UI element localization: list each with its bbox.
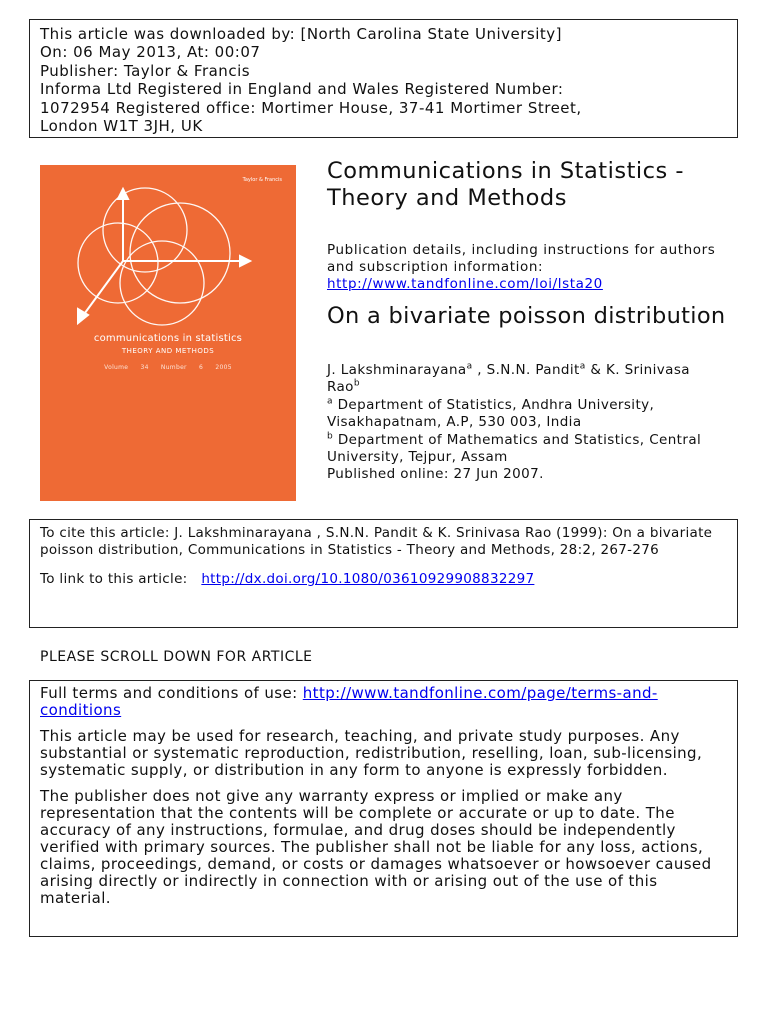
author-name: J. Lakshminarayana <box>327 362 467 378</box>
registered-office-line: 1072954 Registered office: Mortimer House, 37-41 Mortimer Street, <box>40 98 582 117</box>
journal-link[interactable]: http://www.tandfonline.com/loi/lsta20 <box>327 276 603 292</box>
author-name: & K. Srinivasa Rao <box>327 362 690 396</box>
author-affil-marker: a <box>466 361 473 372</box>
publication-details-text: Publication details, including instructions for authors and subscription information: <box>327 242 716 275</box>
author-affil-marker: b <box>353 378 360 389</box>
scroll-down-notice: PLEASE SCROLL DOWN FOR ARTICLE <box>40 649 313 665</box>
article-link-line <box>40 571 727 588</box>
terms-link-line <box>40 685 727 719</box>
terms-link[interactable]: http://www.tandfonline.com/page/terms-and-conditions <box>40 684 658 719</box>
author-name: , S.N.N. Pandit <box>472 362 580 378</box>
cover-subtitle: THEORY AND METHODS <box>121 347 215 355</box>
terms-box <box>29 680 738 937</box>
publication-details <box>327 242 727 293</box>
author-block <box>327 362 727 484</box>
registration-line: Informa Ltd Registered in England and Wales Registered Number: <box>40 80 564 99</box>
affiliation-b: Department of Mathematics and Statistics, Central University, Tejpur, Assam <box>327 431 702 466</box>
journal-cover-image[interactable] <box>40 165 296 501</box>
terms-label: Full terms and conditions of use: <box>40 684 298 702</box>
author-affil-marker: a <box>579 361 586 372</box>
cover-title: communications in statistics <box>93 333 243 344</box>
cover-publisher-logo: Taylor & Francis <box>242 177 282 183</box>
citation-box <box>29 519 738 628</box>
terms-paragraph-usage: This article may be used for research, teaching, and private study purposes. Any substantial or systematic reproduction, redistribution, reselling, loan, sub-licensing, systematic supply, or distribution in any form to anyone is expressly forbidden. <box>40 727 703 779</box>
affiliation-marker: a <box>327 396 333 407</box>
doi-link[interactable]: http://dx.doi.org/10.1080/03610929908832297 <box>201 571 535 587</box>
article-title: On a bivariate poisson distribution <box>327 303 726 329</box>
citation-text: To cite this article: J. Lakshminarayana , S.N.N. Pandit & K. Srinivasa Rao (1999): On a bivariate poisson distribution, Communications in Statistics - Theory and Methods, 28:2, 267-276 <box>40 525 713 558</box>
download-date-line: On: 06 May 2013, At: 00:07 <box>40 43 261 62</box>
article-link-label: To link to this article: <box>40 571 188 587</box>
affiliation-marker: b <box>327 431 334 442</box>
affiliation-a: Department of Statistics, Andhra University, Visakhapatnam, A.P, 530 003, India <box>327 396 655 431</box>
publisher-line: Publisher: Taylor & Francis <box>40 61 251 80</box>
download-line: This article was downloaded by: [North Carolina State University] <box>40 25 563 43</box>
terms-paragraph-warranty: The publisher does not give any warranty express or implied or make any representation that the contents will be complete or accurate or up to date. The accuracy of any instructions, formulae, and drug doses should be independently verified with primary sources. The publisher shall not be liable for any loss, actions, claims, proceedings, demand, or costs or damages whatsoever or howsoever caused arising directly or indirectly in connection with or arising out of the use of this material. <box>40 787 712 907</box>
published-online: Published online: 27 Jun 2007. <box>327 466 544 483</box>
journal-title: Communications in Statistics - Theory and Methods <box>327 158 685 211</box>
download-notice-box <box>29 19 738 138</box>
address-line: London W1T 3JH, UK <box>40 117 203 136</box>
cover-issue: Volume 34 Number 6 2005 <box>104 364 232 371</box>
